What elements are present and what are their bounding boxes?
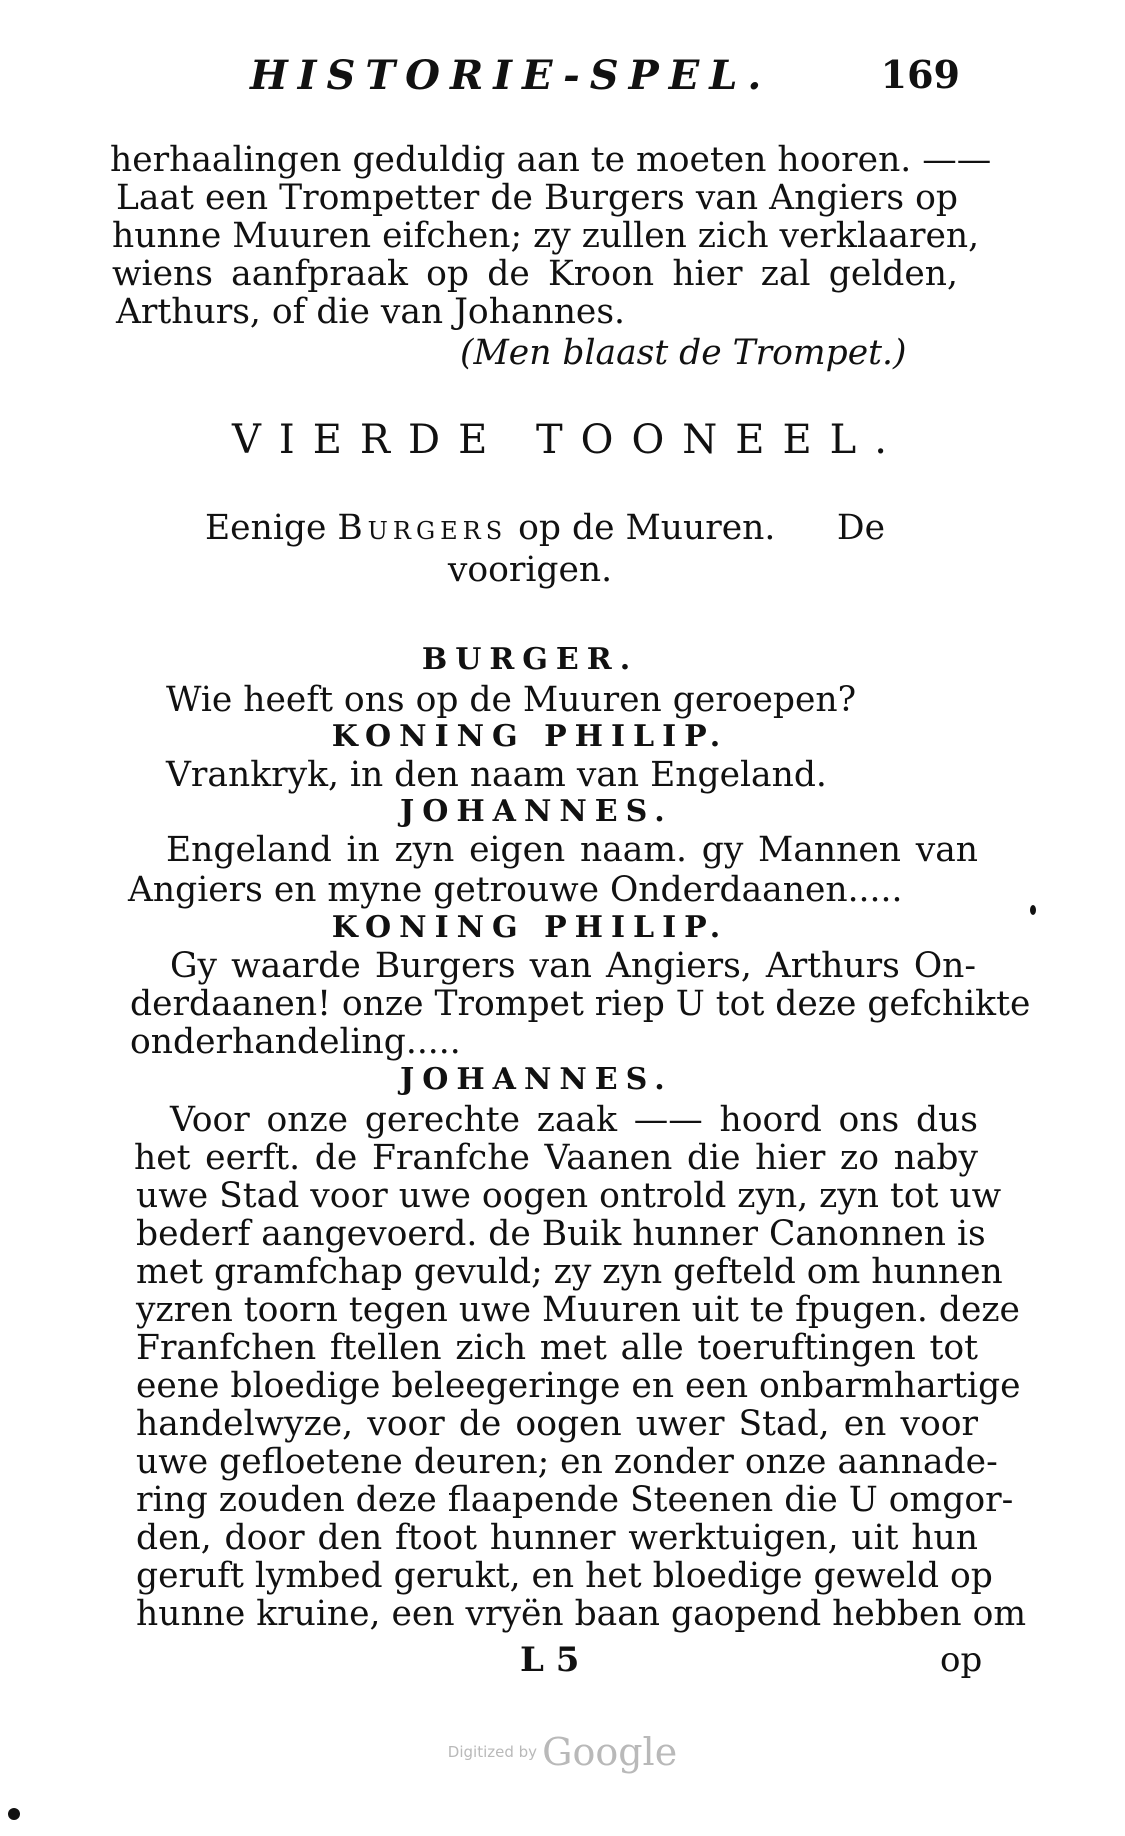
speech-line: Angiers en myne getrouwe Onderdaanen..... [128,870,903,910]
scene-persons-line [205,508,885,548]
speaker-name: JOHANNES. [400,794,673,829]
page-number: 169 [880,52,960,97]
catchword: op [940,1640,983,1680]
text-line: herhaalingen geduldig aan te moeten hooren. —— [110,140,992,180]
speaker-name: JOHANNES. [400,1062,673,1097]
digitization-watermark [0,1730,1125,1774]
speech-line: Franfchen ftellen zich met alle toeruftingen tot [136,1328,978,1368]
text-line: Arthurs, of die van Johannes. [116,292,626,332]
scan-speck [8,1808,20,1820]
text-line: hunne Muuren eifchen; zy zullen zich verklaaren, [112,216,980,256]
watermark-logo: Google [542,1730,678,1774]
speech-line: hunne kruine, een vryën baan gaopend hebben om [136,1594,1027,1634]
speech-line: geruft lymbed gerukt, en het bloedige geweld op [136,1556,993,1596]
speech-line: Voor onze gerechte zaak —— hoord ons dus [170,1100,978,1140]
scan-speck [1030,905,1036,915]
speech-line: ring zouden deze flaapende Steenen die U omgor- [136,1480,1014,1520]
speech-line: Vrankryk, in den naam van Engeland. [166,755,827,795]
speech-line: met gramfchap gevuld; zy zyn gefteld om hunnen [136,1252,1003,1292]
watermark-prefix: Digitized by [447,1743,538,1761]
stage-direction: (Men blaast de Trompet.) [460,333,907,373]
speaker-name: BURGER. [421,642,639,677]
scene-persons-end: De [836,508,885,548]
scene-persons-line: voorigen. [447,550,613,590]
speech-line: bederf aangevoerd. de Buik hunner Canonnen is [136,1214,986,1254]
speech-line: den, door den ftoot hunner werktuigen, uit hun [136,1518,978,1558]
text-line: Laat een Trompetter de Burgers van Angiers op [116,178,958,218]
scene-persons-caps: Burgers [337,508,508,548]
scene-persons-post: op de Muuren. [518,508,776,548]
speaker-name: KONING PHILIP. [331,719,729,754]
running-head-title: HISTORIE-SPEL. [250,52,772,99]
speech-line: Engeland in zyn eigen naam. gy Mannen van [166,830,978,870]
speech-line: het eerft. de Franfche Vaanen die hier zo naby [134,1138,978,1178]
speech-line: onderhandeling..... [130,1022,461,1062]
speech-line: handelwyze, voor de oogen uwer Stad, en voor [136,1404,978,1444]
speech-line: yzren toorn tegen uwe Muuren uit te fpugen. deze [136,1290,1020,1330]
signature-mark: L 5 [520,1640,580,1680]
running-head [250,52,970,112]
speech-line: eene bloedige beleegeringe en een onbarmhartige [136,1366,1021,1406]
scene-title: VIERDE TOONEEL. [232,417,905,463]
text-line: wiens aanfpraak op de Kroon hier zal gelden, [112,254,958,294]
speech-line: Gy waarde Burgers van Angiers, Arthurs On- [170,946,976,986]
speaker-name: KONING PHILIP. [331,910,729,945]
scene-persons-pre: Eenige [205,508,327,548]
speech-line: uwe Stad voor uwe oogen ontrold zyn, zyn tot uw [136,1176,1002,1216]
speech-line: uwe gefloetene deuren; en zonder onze aannade- [136,1442,998,1482]
speech-line: Wie heeft ons op de Muuren geroepen? [166,680,857,720]
speech-line: derdaanen! onze Trompet riep U tot deze gefchikte [130,984,1031,1024]
